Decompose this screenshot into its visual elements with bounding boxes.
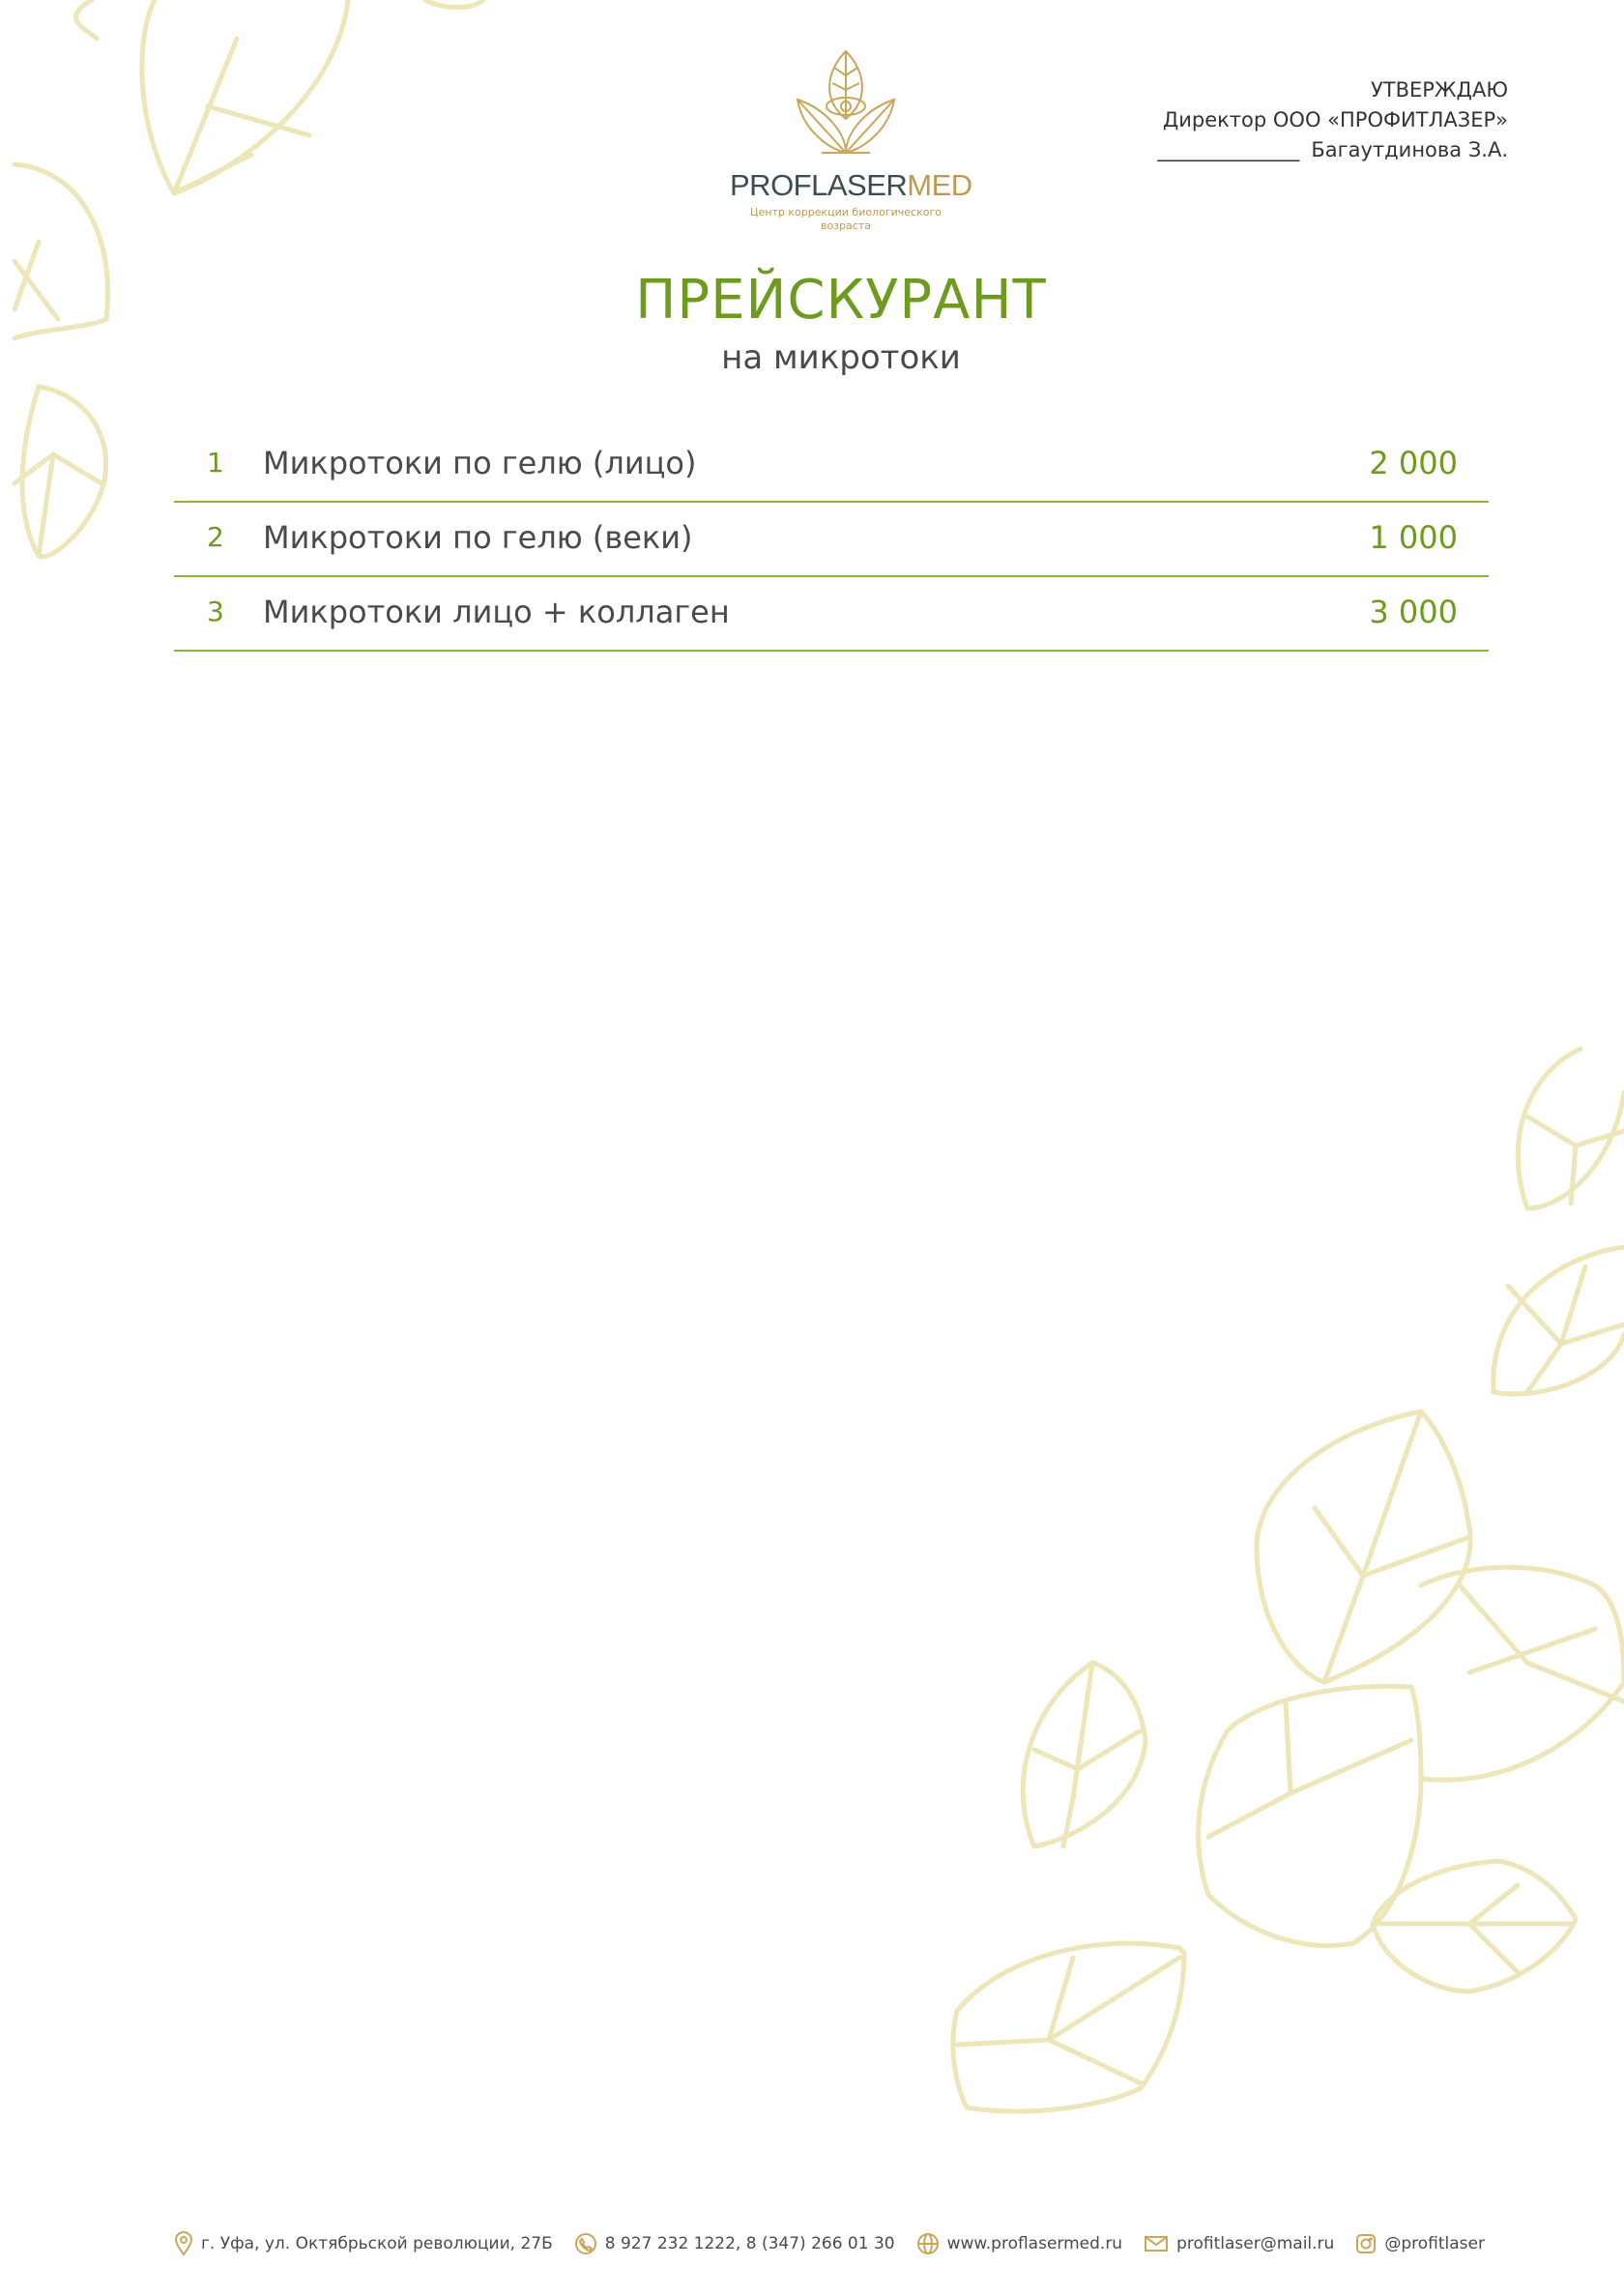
contact-footer [174, 2227, 1506, 2260]
service-name: Микротоки по гелю (веки) [263, 519, 693, 556]
price-row [174, 505, 1489, 577]
price-row [174, 579, 1489, 652]
location-pin-icon [174, 2231, 193, 2256]
phone-icon [574, 2232, 597, 2255]
mail-icon [1144, 2234, 1169, 2253]
approval-signature-row [1157, 135, 1508, 165]
approval-signer: Багаутдинова З.А. [1311, 138, 1508, 161]
email-link[interactable]: profitlaser@mail.ru [1176, 2234, 1335, 2253]
footer-phone [574, 2232, 895, 2255]
service-price: 3 000 [1369, 594, 1458, 630]
logo-tagline: Центр коррекции биологического возраста [750, 206, 942, 232]
price-list [174, 430, 1489, 654]
approval-heading: УТВЕРЖДАЮ [1370, 78, 1508, 102]
service-number: 2 [207, 521, 224, 553]
globe-icon [916, 2232, 940, 2255]
phone-text[interactable]: 8 927 232 1222, 8 (347) 266 01 30 [604, 2234, 895, 2253]
service-number: 3 [207, 596, 224, 627]
instagram-link[interactable]: @profitlaser [1384, 2234, 1485, 2253]
signature-line: ______________ [1157, 138, 1300, 161]
address-text: г. Уфа, ул. Октябрьской революции, 27Б [201, 2234, 553, 2253]
logo-wordmark [730, 168, 972, 203]
lotus-eye-icon [778, 46, 914, 162]
service-price: 1 000 [1369, 519, 1458, 556]
approval-block [1157, 75, 1508, 165]
service-name: Микротоки лицо + коллаген [263, 594, 730, 630]
footer-email [1144, 2234, 1334, 2253]
footer-website [916, 2232, 1122, 2255]
logo-wordmark-main: PROFLASER [730, 168, 908, 202]
footer-address [174, 2231, 553, 2256]
price-row [174, 430, 1489, 503]
website-link[interactable]: www.proflasermed.ru [946, 2234, 1123, 2253]
service-price: 2 000 [1369, 445, 1458, 481]
page-subtitle: на микротоки [721, 338, 961, 377]
footer-instagram [1355, 2233, 1485, 2254]
service-number: 1 [207, 447, 224, 479]
logo-wordmark-accent: MED [907, 168, 972, 202]
service-name: Микротоки по гелю (лицо) [263, 445, 697, 481]
brand-logo [730, 46, 972, 240]
instagram-icon [1355, 2233, 1377, 2254]
approval-position: Директор ООО «ПРОФИТЛАЗЕР» [1162, 108, 1508, 131]
page-title: ПРЕЙСКУРАНТ [635, 269, 1047, 332]
